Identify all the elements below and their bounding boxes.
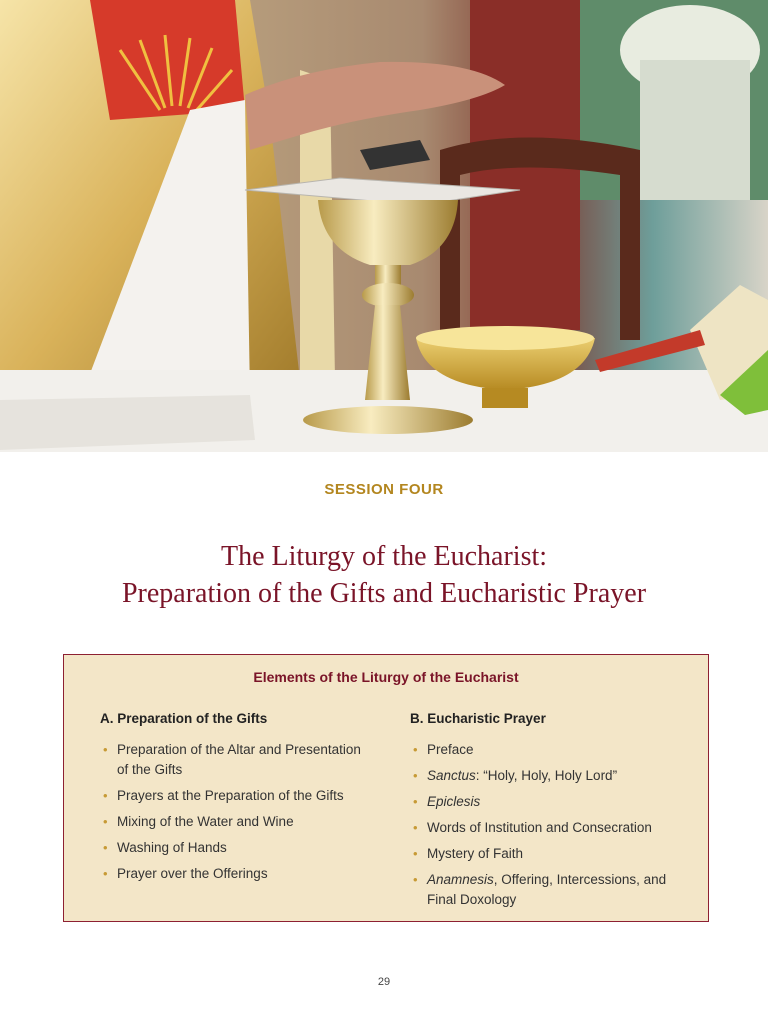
list-item: • Washing of Hands	[100, 838, 370, 858]
bullet-icon: •	[413, 820, 418, 835]
list-item: • Anamnesis, Offering, Intercessions, and Final Doxology	[413, 872, 667, 907]
column-a-list	[100, 740, 370, 884]
list-item: • Mystery of Faith	[410, 844, 680, 864]
list-item: • Words of Institution and Consecration	[410, 818, 680, 838]
list-item: • Prayers at the Preparation of the Gifts	[100, 786, 370, 806]
list-item: • Preface	[410, 740, 680, 760]
hero-photo-chalice	[0, 0, 768, 452]
elements-box-title: Elements of the Liturgy of the Eucharist	[253, 669, 519, 685]
column-b-list	[410, 740, 680, 910]
list-item: • Epiclesis	[410, 792, 680, 812]
session-label: SESSION FOUR	[324, 481, 444, 498]
bullet-icon: •	[413, 742, 418, 757]
page-title	[0, 538, 768, 612]
bullet-icon: •	[413, 794, 418, 809]
page-title-line-2: Preparation of the Gifts and Eucharistic Prayer	[121, 578, 647, 609]
column-b-heading: B. Eucharistic Prayer	[410, 711, 546, 726]
page-number: 29	[377, 976, 391, 988]
bullet-icon: •	[413, 846, 418, 861]
list-item: • Preparation of the Altar and Presentation of the Gifts	[103, 742, 361, 777]
list-item: • Prayer over the Offerings	[100, 864, 370, 884]
bullet-icon: •	[103, 814, 108, 829]
list-item: • Mixing of the Water and Wine	[100, 812, 370, 832]
column-a-heading: A. Preparation of the Gifts	[100, 711, 268, 726]
bullet-icon: •	[413, 872, 418, 887]
bullet-icon: •	[413, 768, 418, 783]
bullet-icon: •	[103, 788, 108, 803]
column-preparation-of-gifts	[100, 711, 370, 890]
bullet-icon: •	[103, 840, 108, 855]
column-eucharistic-prayer	[410, 711, 680, 916]
list-item: • Sanctus: “Holy, Holy, Holy Lord”	[410, 766, 680, 786]
bullet-icon: •	[103, 742, 108, 757]
elements-box	[63, 654, 709, 922]
page-title-line-1: The Liturgy of the Eucharist:	[220, 541, 548, 572]
bullet-icon: •	[103, 866, 108, 881]
